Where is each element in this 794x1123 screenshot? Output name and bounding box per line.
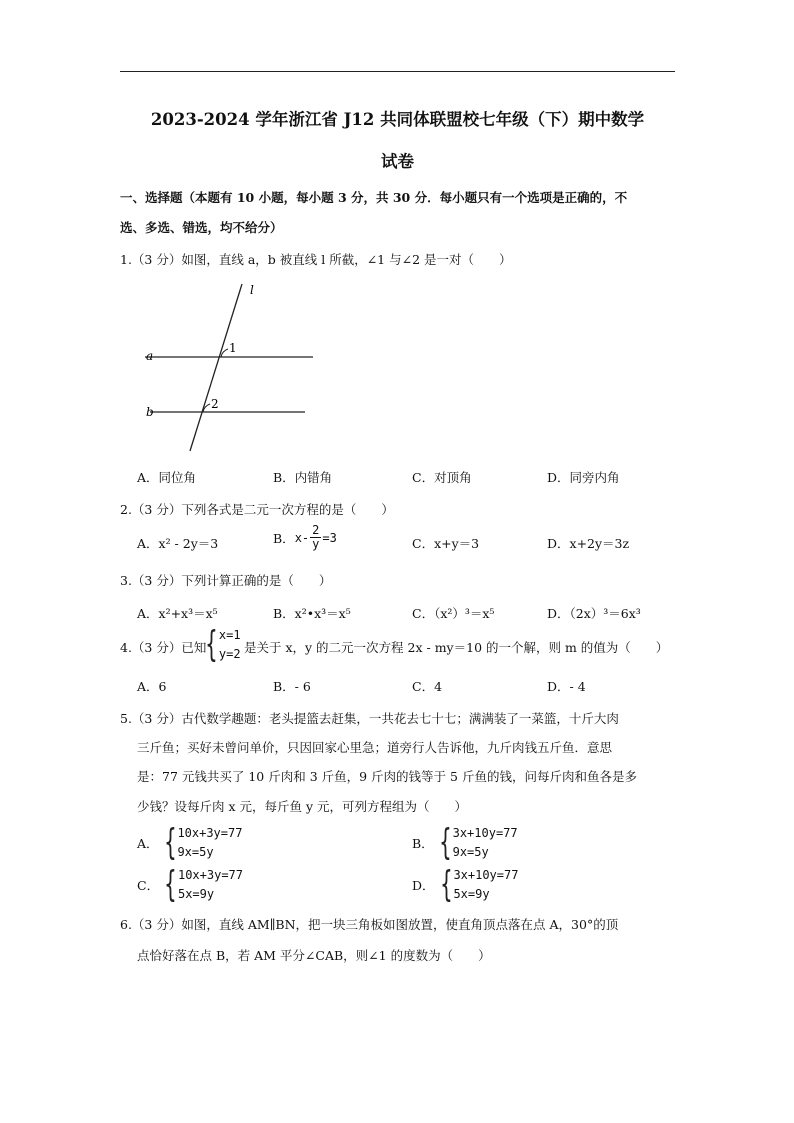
q1-option-b[interactable]: B．内错角 — [273, 470, 333, 485]
brace-icon: { — [438, 822, 452, 863]
q2-option-b-pre: x- — [294, 530, 310, 545]
q5-option-c-eq1: 10x+3y=77 — [177, 868, 244, 882]
exam-title-line2: 试卷 — [381, 152, 414, 171]
q3-option-b[interactable]: B．x²•x³＝x⁵ — [273, 606, 351, 621]
q1-stem: 1.（3 分）如图，直线 a，b 被直线 l 所截，∠1 与∠2 是一对（ ） — [120, 252, 512, 267]
header-rule — [120, 71, 675, 72]
q5-option-b[interactable] — [412, 824, 518, 862]
q3-option-a[interactable]: A．x²+x³＝x⁵ — [137, 606, 218, 621]
q5-option-b-eq1: 3x+10y=77 — [452, 826, 518, 840]
q3-option-c[interactable]: C．（x²）³＝x⁵ — [412, 606, 495, 621]
section1-heading-line2: 选、多选、错选，均不给分） — [120, 220, 283, 235]
q2-option-c[interactable]: C．x+y＝3 — [412, 536, 480, 551]
q4-option-b[interactable]: B．- 6 — [273, 679, 311, 694]
label-l: l — [250, 283, 254, 297]
q5-option-d-label: D． — [412, 878, 435, 893]
q2-stem: 2.（3 分）下列各式是二元一次方程的是（ ） — [120, 502, 394, 517]
q1-option-d[interactable]: D．同旁内角 — [547, 470, 620, 485]
line-l — [190, 284, 242, 451]
q3-stem: 3.（3 分）下列计算正确的是（ ） — [120, 573, 332, 588]
brace-icon: { — [439, 864, 453, 905]
q3-option-d[interactable]: D．（2x）³＝6x³ — [547, 606, 641, 621]
q2-option-d[interactable]: D．x+2y＝3z — [547, 536, 630, 551]
fraction-numerator: 2 — [312, 523, 320, 537]
q4-system-eq2: y=2 — [218, 647, 241, 661]
q5-option-a-eq2: 9x=5y — [177, 845, 214, 859]
q2-option-b-label: B． — [273, 530, 295, 546]
label-angle1: 1 — [229, 341, 237, 355]
q1-figure — [135, 278, 325, 458]
q5-option-a-label: A． — [137, 836, 159, 851]
q4-system-eq1: x=1 — [218, 628, 241, 642]
q2-option-b[interactable] — [273, 524, 337, 551]
q2-option-b-fraction — [310, 524, 321, 551]
q5-line1: 5.（3 分）古代数学趣题：老头提篮去赶集，一共花去七十七；满满装了一菜篮，十斤大肉 — [120, 711, 619, 726]
q5-option-a[interactable] — [137, 824, 242, 862]
exam-title-line1: 2023-2024 学年浙江省 J12 共同体联盟校七年级（下）期中数学 — [150, 110, 645, 129]
section1-heading-line1: 一、选择题（本题有 10 小题，每小题 3 分，共 30 分．每小题只有一个选项是正确的，不 — [120, 190, 628, 205]
q6-line2: 点恰好落在点 B，若 AM 平分∠CAB，则∠1 的度数为（ ） — [137, 948, 491, 963]
q4-stem-pre: 4.（3 分）已知 — [120, 640, 207, 655]
q2-option-b-post: =3 — [322, 530, 337, 545]
q4-option-c[interactable]: C．4 — [412, 679, 443, 694]
q5-option-c[interactable] — [137, 866, 243, 904]
label-a: a — [146, 349, 154, 363]
q5-line2: 三斤鱼；买好未曾问单价，只因回家心里急；道旁行人告诉他，九斤肉钱五斤鱼．意思 — [137, 740, 613, 755]
q1-option-a[interactable]: A．同位角 — [137, 470, 197, 485]
q1-option-c[interactable]: C．对顶角 — [412, 470, 472, 485]
q5-option-b-label: B． — [412, 836, 434, 851]
q5-option-a-eq1: 10x+3y=77 — [177, 826, 243, 840]
q5-line3: 是：77 元钱共买了 10 斤肉和 3 斤鱼，9 斤肉的钱等于 5 斤鱼的钱，问每斤肉和鱼各是多 — [137, 769, 637, 784]
q5-option-d[interactable] — [412, 866, 518, 904]
q5-option-c-eq2: 5x=9y — [177, 887, 215, 901]
q4-system — [200, 626, 241, 664]
q4-option-d[interactable]: D．- 4 — [547, 679, 586, 694]
q5-option-b-eq2: 9x=5y — [452, 845, 489, 859]
q4-stem-post: 是关于 x，y 的二元一次方程 2x - my＝10 的一个解，则 m 的值为（ ） — [244, 640, 669, 655]
q5-line4: 少钱？设每斤肉 x 元，每斤鱼 y 元，可列方程组为（ ） — [137, 799, 468, 814]
q2-option-a[interactable]: A．x² - 2y＝3 — [137, 536, 219, 551]
q5-option-d-eq2: 5x=9y — [453, 887, 490, 901]
q4-option-a[interactable]: A．6 — [137, 679, 167, 694]
label-angle2: 2 — [211, 397, 219, 411]
brace-icon: { — [164, 864, 177, 905]
q5-option-c-label: C． — [137, 878, 160, 893]
fraction-denominator: y — [312, 537, 320, 551]
label-b: b — [146, 405, 154, 419]
brace-icon: { — [205, 624, 218, 665]
q6-line1: 6.（3 分）如图，直线 AM∥BN，把一块三角板如图放置，使直角顶点落在点 A，30°的顶 — [120, 917, 619, 932]
q5-option-d-eq1: 3x+10y=77 — [453, 868, 519, 882]
brace-icon: { — [163, 822, 177, 863]
